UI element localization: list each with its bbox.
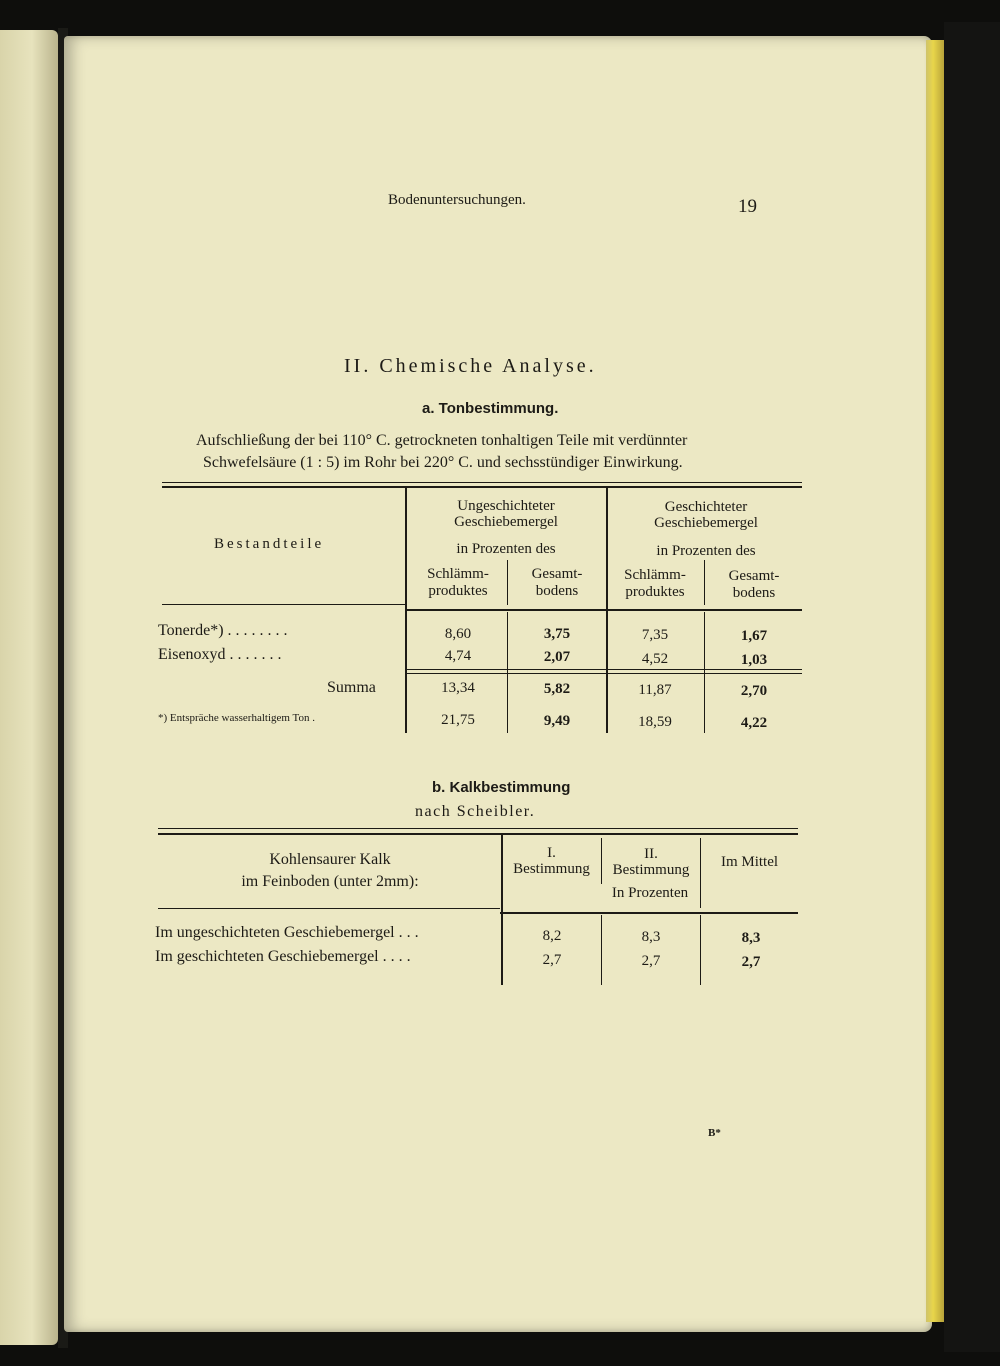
group-1-percent-label: in Prozenten des bbox=[456, 541, 556, 557]
col-b-line-2: bodens bbox=[535, 583, 579, 599]
cell-footnote-3: 18,59 bbox=[638, 714, 672, 730]
table-a-row-header: Bestandteile bbox=[214, 536, 325, 552]
col-a-line-2: produktes bbox=[625, 584, 685, 600]
table-b-vrule-3b bbox=[700, 915, 701, 985]
table-a-top-rule bbox=[162, 482, 802, 483]
cell-tonerde-2: 3,75 bbox=[543, 626, 571, 642]
table-b-top-rule-thick bbox=[158, 833, 798, 835]
col-3-header: Im Mittel bbox=[720, 854, 779, 870]
col-b-line-2: bodens bbox=[732, 585, 776, 601]
col-1-line-2: Bestimmung bbox=[513, 861, 590, 877]
col-b-line-1: Gesamt- bbox=[531, 566, 583, 582]
cell-ungeschichtet-1: 8,2 bbox=[542, 928, 562, 944]
table-a-sum-rule bbox=[406, 669, 802, 670]
group-1-line-2: Geschiebemergel bbox=[454, 514, 558, 530]
cell-geschichtet-2: 2,7 bbox=[641, 953, 661, 969]
row-label-eisenoxyd: Eisenoxyd . . . . . . . bbox=[158, 646, 282, 663]
cell-eisenoxyd-4: 1,03 bbox=[740, 652, 768, 668]
col-2-line-2: Bestimmung bbox=[612, 862, 690, 878]
table-b-row-header bbox=[160, 849, 500, 893]
col-2-header bbox=[602, 846, 700, 878]
page-edges bbox=[926, 40, 944, 1322]
unit-label: In Prozenten bbox=[611, 885, 689, 901]
group-2-line-1: Geschichteter bbox=[664, 499, 748, 515]
cell-summa-4: 2,70 bbox=[740, 683, 768, 699]
description-line-1: Aufschließung der bei 110° C. getrockneten tonhaltigen Teile mit verdünnter bbox=[196, 432, 688, 449]
cell-summa-3: 11,87 bbox=[638, 682, 672, 698]
group-1-header bbox=[406, 498, 606, 530]
col-a-line-2: produktes bbox=[428, 583, 488, 599]
group-2-line-2: Geschiebemergel bbox=[654, 515, 758, 531]
cell-summa-1: 13,34 bbox=[441, 680, 475, 696]
group-1-line-1: Ungeschichteter bbox=[457, 498, 555, 514]
part-a-title: a. Tonbestimmung. bbox=[422, 400, 559, 417]
g2-col-a-header bbox=[606, 567, 704, 601]
table-b-header-rule-right bbox=[500, 912, 798, 914]
cell-tonerde-3: 7,35 bbox=[641, 627, 669, 643]
g1-col-a-header bbox=[408, 566, 508, 600]
cell-tonerde-4: 1,67 bbox=[740, 628, 768, 644]
row-label-footnote: *) Entspräche wasserhaltigem Ton . bbox=[158, 712, 315, 724]
table-a-top-rule-thick bbox=[162, 486, 802, 488]
table-a-sum-rule-2 bbox=[406, 673, 802, 674]
row-label-summa: Summa bbox=[327, 679, 376, 696]
running-title: Bodenuntersuchungen. bbox=[388, 192, 526, 208]
col-2-line-1: II. bbox=[644, 846, 658, 862]
cell-ungeschichtet-3: 8,3 bbox=[741, 930, 761, 946]
part-b-title: b. Kalkbestimmung bbox=[432, 779, 571, 796]
cell-eisenoxyd-1: 4,74 bbox=[444, 648, 472, 664]
cell-geschichtet-1: 2,7 bbox=[542, 952, 562, 968]
cell-geschichtet-3: 2,7 bbox=[741, 954, 761, 970]
group-2-percent-label: in Prozenten des bbox=[656, 543, 756, 559]
g2-col-b-header bbox=[705, 568, 803, 602]
table-b-header-rule-left bbox=[158, 908, 500, 909]
cell-tonerde-1: 8,60 bbox=[444, 626, 472, 642]
cell-eisenoxyd-2: 2,07 bbox=[543, 649, 571, 665]
row-label-tonerde: Tonerde*) . . . . . . . . bbox=[158, 622, 288, 639]
cell-eisenoxyd-3: 4,52 bbox=[641, 651, 669, 667]
page-number: 19 bbox=[738, 196, 757, 217]
table-a-header-rule-right bbox=[406, 609, 802, 611]
left-page-edge bbox=[0, 30, 58, 1345]
col-1-line-1: I. bbox=[547, 845, 556, 861]
description-line-2: Schwefelsäure (1 : 5) im Rohr bei 220° C. und sechsstündiger Einwirkung. bbox=[203, 454, 683, 471]
book-cover bbox=[944, 22, 1000, 1352]
row-label-ungeschichtet: Im ungeschichteten Geschiebemergel . . . bbox=[155, 924, 419, 941]
group-2-header bbox=[606, 499, 806, 531]
col-b-line-1: Gesamt- bbox=[728, 568, 780, 584]
part-b-subtitle: nach Scheibler. bbox=[415, 803, 536, 820]
cell-summa-2: 5,82 bbox=[543, 681, 571, 697]
row-label-geschichtet: Im geschichteten Geschiebemergel . . . . bbox=[155, 948, 411, 965]
col-1-header bbox=[502, 845, 601, 877]
table-b-vrule-2b bbox=[601, 915, 602, 985]
cell-footnote-2: 9,49 bbox=[543, 713, 571, 729]
section-title: II. Chemische Analyse. bbox=[344, 355, 597, 377]
cell-footnote-4: 4,22 bbox=[740, 715, 768, 731]
row-header-line-1: Kohlensaurer Kalk bbox=[269, 851, 391, 868]
cell-ungeschichtet-2: 8,3 bbox=[641, 929, 661, 945]
col-a-line-1: Schlämm- bbox=[427, 566, 489, 582]
signature-mark: B* bbox=[708, 1127, 721, 1139]
table-a-header-rule-left bbox=[162, 604, 406, 605]
col-a-line-1: Schlämm- bbox=[624, 567, 686, 583]
cell-footnote-1: 21,75 bbox=[441, 712, 475, 728]
g1-col-b-header bbox=[508, 566, 606, 600]
row-header-line-2: im Feinboden (unter 2mm): bbox=[241, 873, 419, 890]
table-b-top-rule bbox=[158, 828, 798, 829]
